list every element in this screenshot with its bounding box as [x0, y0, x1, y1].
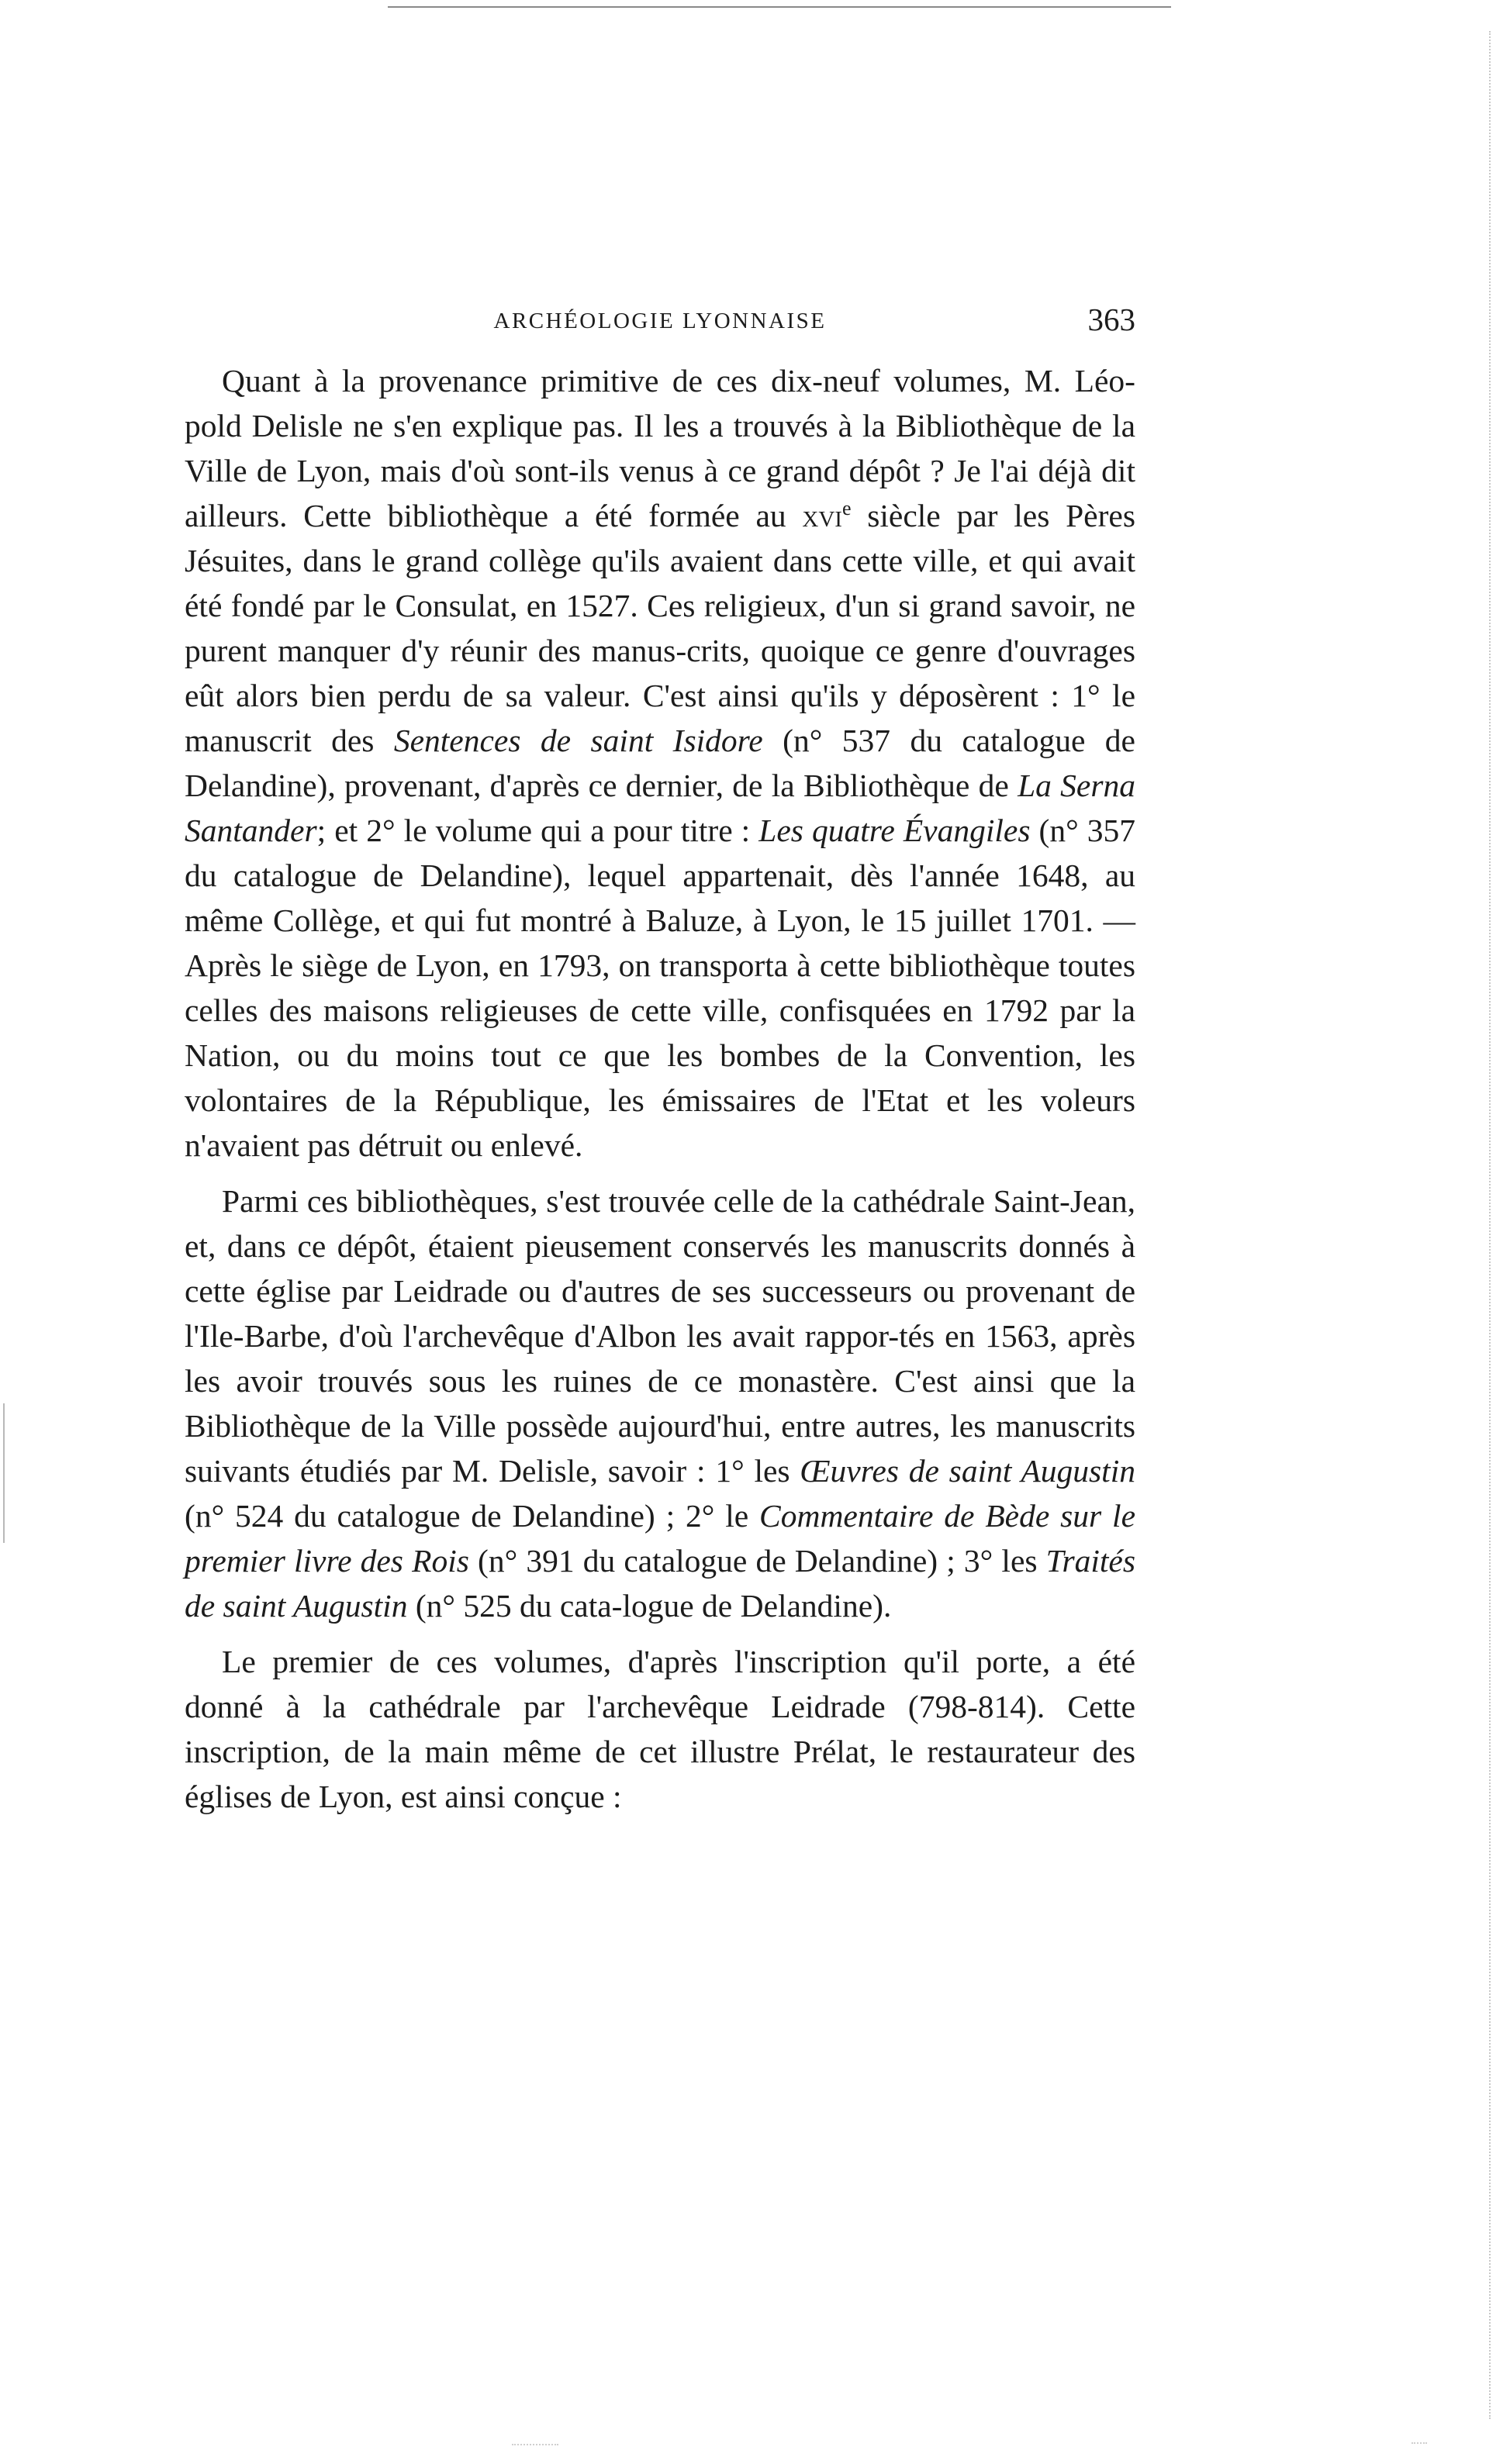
paragraph-1-text-4: ; et 2° le volume qui a pour titre :: [316, 813, 759, 848]
italic-title-commentaire: Commentaire de Bède sur le premier livre des Rois: [185, 1498, 1135, 1579]
paragraph-2: [185, 1179, 1135, 1628]
paragraph-2-text-2: (n° 524 du catalogue de Delandine) ; 2° le: [185, 1498, 760, 1534]
paragraph-3: [185, 1639, 1135, 1819]
paragraph-1: [185, 358, 1135, 1168]
body-text: [185, 358, 1135, 1819]
century-numeral: xvi: [802, 498, 842, 533]
italic-title-la-serna: La Serna Santander: [185, 768, 1136, 848]
paragraph-2-text-4: (n° 525 du cata-logue de Delandine).: [407, 1588, 892, 1624]
page-number: 363: [1087, 302, 1135, 337]
italic-title-evangiles: Les quatre Évangiles: [758, 813, 1031, 848]
paragraph-1-text-5: (n° 357 du catalogue de Delandine), lequel appartenait, dès l'année 1648, au même Collège, et qui fut montré à Baluze, à Lyon, le 15 juillet 1701. — Après le siège de Lyon, en 1793, on transporta à cette bibliothèque toutes celles des maisons religieuses de cette ville, confisquées en 1792 par la Nation, ou du moins tout ce que les bombes de la Convention, les volontaires de la République, les émissaires de l'Etat et les voleurs n'avaient pas détruit ou enlevé.: [185, 813, 1136, 1163]
left-margin-mark: [3, 1403, 5, 1543]
paragraph-2-text-3: (n° 391 du catalogue de Delandine) ; 3° les: [468, 1543, 1046, 1579]
bottom-scan-mark: [512, 2444, 558, 2445]
italic-title-sentences: Sentences de saint Isidore: [393, 723, 763, 758]
century-superscript: e: [841, 497, 852, 520]
paragraph-1-text-3: (n° 537 du catalogue de Delandine), provenant, d'après ce dernier, de la Bibliothèque de: [185, 723, 1135, 803]
italic-title-oeuvres: Œuvres de saint Augustin: [800, 1453, 1135, 1489]
top-border-rule: [388, 6, 1171, 8]
page-header: [185, 301, 1135, 347]
bottom-scan-mark-right: [1412, 2442, 1427, 2444]
paragraph-1-text-2: siècle par les Pères Jésuites, dans le grand collège qu'ils avaient dans cette ville, et qui avait été fondé par le Consulat, en 1527. Ces religieux, d'un si grand savoir, ne purent manquer d'y réunir des manus-crits, quoique ce genre d'ouvrages eût alors bien perdu de sa valeur. C'est ainsi qu'ils y déposèrent : 1° le manuscrit des: [185, 498, 1135, 758]
paragraph-3-text-1: Le premier de ces volumes, d'après l'inscription qu'il porte, a été donné à la cathédrale par l'archevêque Leidrade (798-814). Cette inscription, de la main même de cet illustre Prélat, le restaurateur des églises de Lyon, est ainsi conçue :: [185, 1644, 1135, 1814]
running-title: ARCHÉOLOGIE LYONNAISE: [493, 309, 827, 333]
paragraph-2-text-1: Parmi ces bibliothèques, s'est trouvée celle de la cathédrale Saint-Jean, et, dans ce dépôt, étaient pieusement conservés les manuscrits donnés à cette église par Leidrade ou d'autres de ses successeurs ou provenant de l'Ile-Barbe, d'où l'archevêque d'Albon les avait rappor-tés en 1563, après les avoir trouvés sous les ruines de ce monastère. C'est ainsi que la Bibliothèque de la Ville possède aujourd'hui, entre autres, les manuscrits suivants étudiés par M. Delisle, savoir : 1° les: [185, 1183, 1135, 1489]
italic-title-traites: Traités de saint Augustin: [185, 1543, 1135, 1624]
paragraph-1-text-1: Quant à la provenance primitive de ces dix-neuf volumes, M. Léo-pold Delisle ne s'en explique pas. Il les a trouvés à la Bibliothèque de la Ville de Lyon, mais d'où sont-ils venus à ce grand dépôt ? Je l'ai déjà dit ailleurs. Cette bibliothèque a été formée au: [185, 363, 1135, 533]
page-edge-line: [1489, 31, 1491, 2419]
